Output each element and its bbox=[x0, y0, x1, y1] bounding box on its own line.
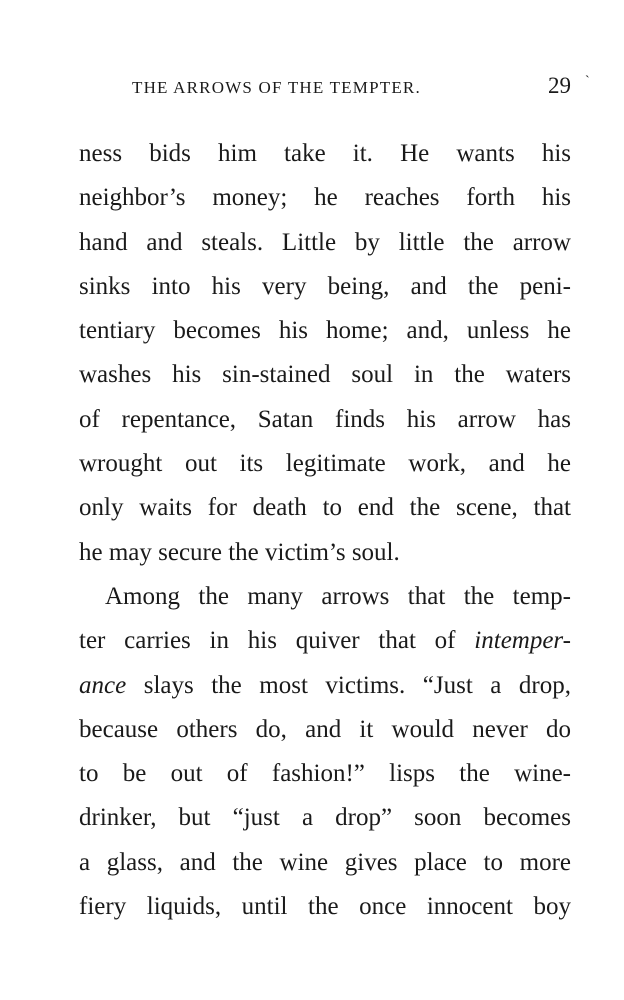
text-line: neighbor’s money; he reaches forth his bbox=[79, 184, 571, 212]
text-line: washes his sin-stained soul in the waters bbox=[79, 361, 571, 389]
text-line: fiery liquids, until the once innocent boy bbox=[79, 893, 571, 921]
text-line bbox=[79, 664, 571, 708]
text-line: he may secure the victim’s soul. bbox=[79, 538, 400, 566]
text-run: ter carries in his quiver that of bbox=[79, 627, 475, 655]
text-line: drinker, but “just a drop” soon becomes bbox=[79, 804, 571, 832]
paragraph bbox=[79, 575, 571, 929]
text-run: slays the most victims. “Just a drop, bbox=[126, 671, 571, 699]
text-line: ness bids him take it. He wants his bbox=[79, 140, 571, 167]
text-line: only waits for death to end the scene, that bbox=[79, 494, 571, 522]
italic-text-run: ance bbox=[79, 671, 127, 699]
running-head bbox=[128, 73, 591, 100]
text-line: Among the many arrows that the temp- bbox=[105, 582, 571, 610]
text-line: a glass, and the wine gives place to more bbox=[79, 848, 571, 876]
body-text bbox=[79, 132, 571, 929]
stray-mark: ` bbox=[585, 74, 591, 89]
text-line: wrought out its legitimate work, and he bbox=[79, 450, 571, 478]
text-line: tentiary becomes his home; and, unless he bbox=[79, 317, 571, 345]
paragraph bbox=[79, 132, 571, 575]
text-line: to be out of fashion!” lisps the wine- bbox=[79, 760, 571, 788]
text-line bbox=[79, 619, 571, 663]
italic-text-run: intemper- bbox=[474, 627, 571, 655]
text-line: of repentance, Satan finds his arrow has bbox=[79, 405, 571, 433]
text-line: because others do, and it would never do bbox=[79, 715, 571, 743]
running-head-title: THE ARROWS OF THE TEMPTER. bbox=[132, 78, 421, 97]
text-line: hand and steals. Little by little the arrow bbox=[79, 228, 571, 256]
page-number: 29 bbox=[548, 73, 571, 98]
text-line: sinks into his very being, and the peni- bbox=[79, 272, 571, 300]
